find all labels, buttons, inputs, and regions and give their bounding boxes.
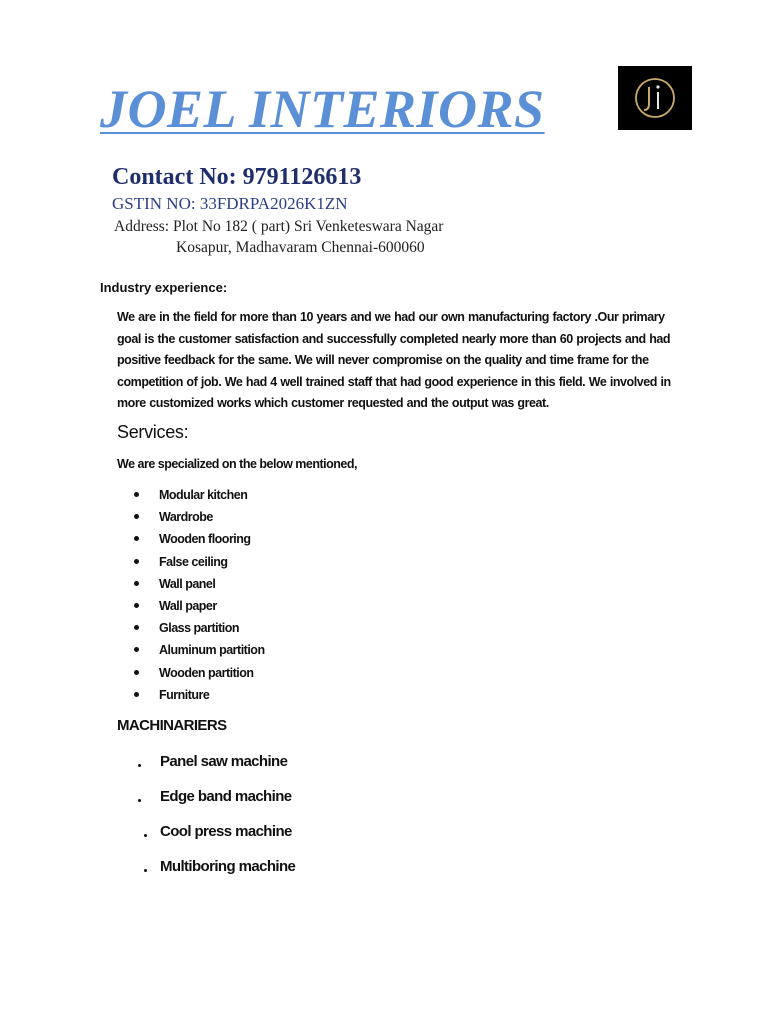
bullet-icon [134,559,139,564]
machinery-item-label: Cool press machine [160,823,292,840]
services-heading: Services: [117,422,189,442]
service-item [134,529,265,551]
service-item-label: Aluminum partition [159,643,265,658]
address-block [114,216,443,258]
machinery-item [136,855,295,890]
experience-paragraph: We are in the field for more than 10 years and we had our own manufacturing factory .Our primary goal is the customer satisfaction and successfully completed nearly more than 60 projects and had positive feedback for the same. We will never compromise on the quality and time frame for the competition of job. We had 4 well trained staff that had good experience in this field. We involved in more customized works which customer requested and the output was great. [117,310,671,411]
company-name: JOEL INTERIORS [100,79,545,139]
service-item-label: Wardrobe [159,510,213,525]
dot-bullet-icon [138,799,141,802]
services-intro: We are specialized on the below mentioned, [117,457,357,471]
bullet-icon [134,670,139,675]
dot-bullet-icon [144,834,147,837]
service-item-label: Wall paper [159,598,217,613]
bullet-icon [134,647,139,652]
service-item [134,663,265,685]
machinery-item [136,820,295,855]
bullet-icon [134,692,139,697]
service-item [134,640,265,662]
experience-heading: Industry experience: [100,280,228,295]
service-item [134,596,265,618]
bullet-icon [134,581,139,586]
machinery-item [136,785,295,820]
address-line-1: Address: Plot No 182 ( part) Sri Venketeswara Nagar [114,218,444,235]
bullet-icon [134,603,139,608]
machinery-item-label: Edge band machine [160,788,292,805]
service-item-label: Modular kitchen [159,488,248,502]
machinery-heading: MACHINARIERS [117,717,227,734]
service-item [134,574,265,596]
dot-bullet-icon [144,869,147,872]
bullet-icon [134,625,139,630]
services-list [134,485,265,707]
service-item-label: Glass partition [159,621,240,636]
service-item-label: Wooden flooring [159,532,251,547]
service-item-label: False ceiling [159,554,228,569]
gstin-number: GSTIN NO: 33FDRPA2026K1ZN [112,194,348,213]
service-item [134,618,265,640]
machinery-item-label: Multiboring machine [160,858,296,875]
service-item-label: Furniture [159,687,210,702]
service-item [134,507,265,529]
machinery-item-label: Panel saw machine [160,753,288,770]
service-item [134,552,265,574]
service-item-label: Wooden partition [159,665,254,680]
bullet-icon [134,536,139,541]
service-item [134,485,265,507]
dot-bullet-icon [138,764,141,767]
service-item [134,685,265,707]
machinery-list [136,750,295,890]
machinery-item [136,750,295,785]
monogram-logo-icon [618,66,692,130]
bullet-icon [134,492,139,497]
address-line-2: Kosapur, Madhavaram Chennai-600060 [176,239,425,256]
service-item-label: Wall panel [159,576,216,591]
bullet-icon [134,514,139,519]
contact-number: Contact No: 9791126613 [112,164,362,190]
